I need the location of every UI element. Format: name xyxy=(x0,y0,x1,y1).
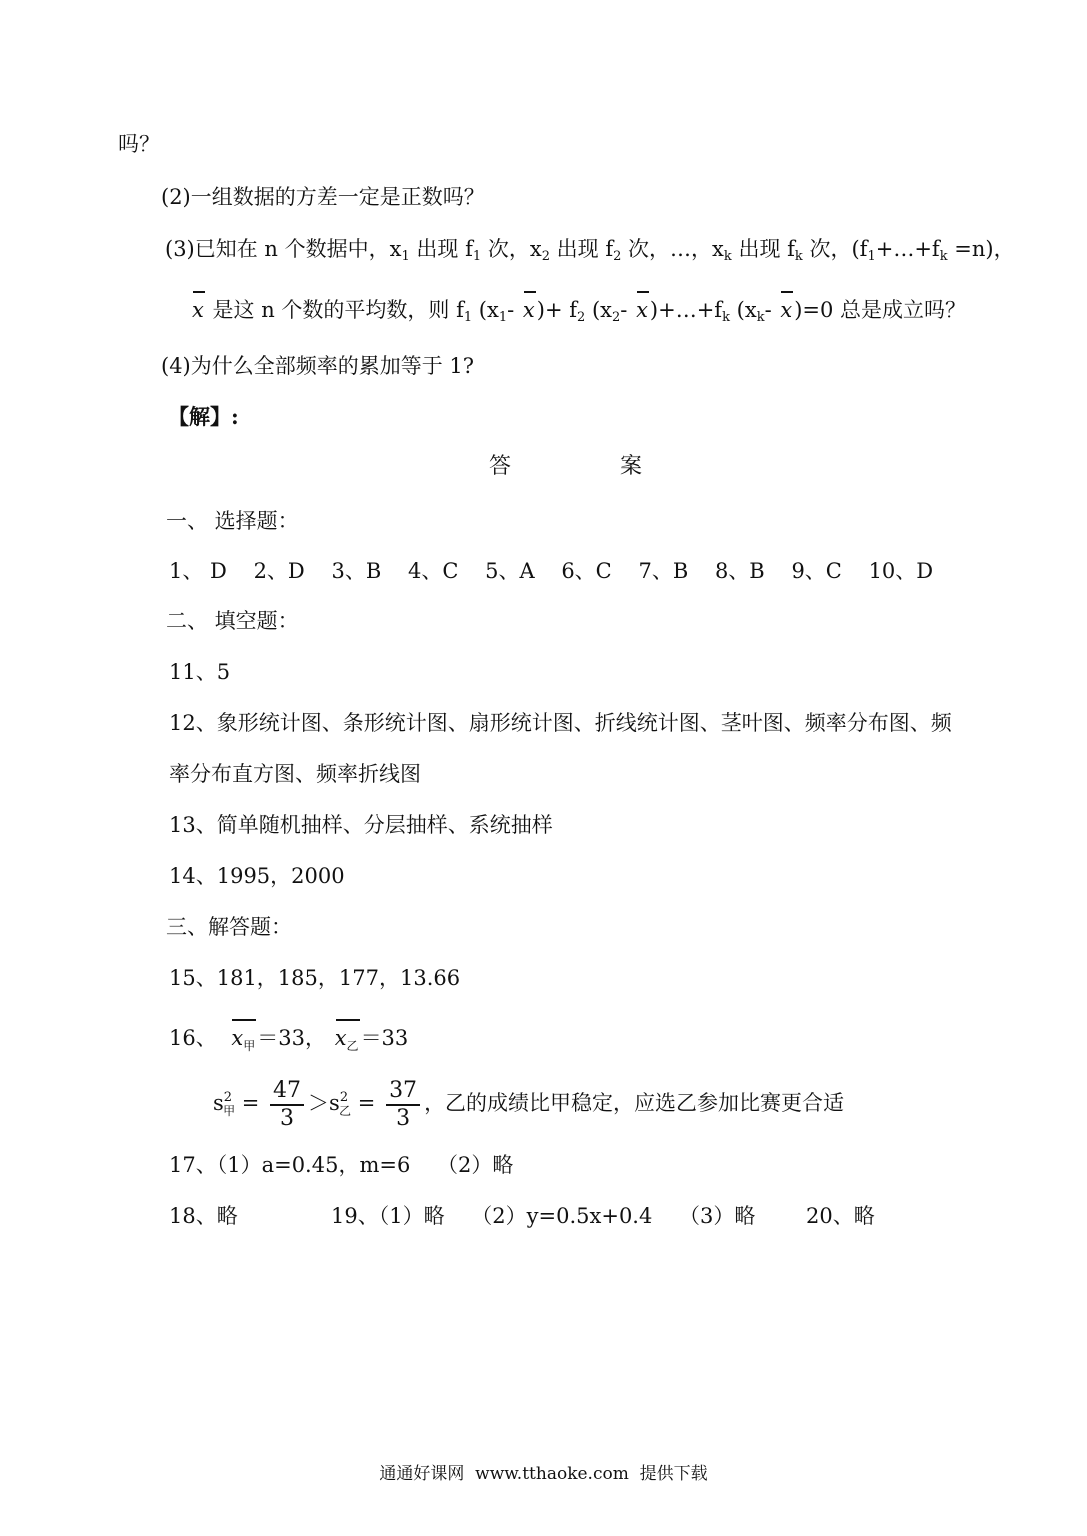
answer-16-means: 16、 $x_甲=33$， $x_乙=33$ xyxy=(169,1026,409,1053)
mean-x-bar: x xyxy=(636,298,648,322)
answer-19: 19、（1）略 （2）y=0.5x+0.4 （3）略 xyxy=(331,1204,756,1228)
question-1-tail: 吗？ xyxy=(118,132,160,156)
question-3-line-2: x 是这 n 个数的平均数，则 $f_1$ ($x_1-$ $x)+ f_2$ ($x_2-$ $x)+\dots+f_k$ ($x_k-$ x)=0 总是成立吗？ xyxy=(192,298,967,325)
answer-20: 20、略 xyxy=(806,1204,875,1228)
answer-12-line-1: 12、象形统计图、条形统计图、扇形统计图、折线统计图、茎叶图、频率分布图、频 xyxy=(169,711,952,735)
fraction-47-3: $\frac{47}{3}$ xyxy=(270,1078,304,1132)
answer-11: 11、5 xyxy=(169,660,231,684)
answers-title-left: 答 xyxy=(489,454,512,479)
answer-13: 13、简单随机抽样、分层抽样、系统抽样 xyxy=(169,813,553,837)
section-solve-heading: 三、解答题： xyxy=(166,915,292,939)
answer-17: 17、（1）a=0.45，m=6 （2）略 xyxy=(169,1153,514,1177)
answer-16-variance: $s^2_甲$ = $\frac{47}{3}$ $>s^2_乙$ = $\frac{37}{3}$ ，乙的成绩比甲稳定，应选乙参加比赛更合适 xyxy=(213,1077,845,1131)
section-fill-heading: 二、 填空题： xyxy=(166,609,299,633)
mean-x-jia: $x_甲$ xyxy=(231,1026,256,1053)
mean-x-bar: x xyxy=(780,298,793,322)
answer-12-line-2: 率分布直方图、频率折线图 xyxy=(169,762,421,786)
answer-18: 18、略 xyxy=(169,1204,238,1228)
answer-14: 14、1995，2000 xyxy=(169,864,345,888)
answer-15: 15、181，185，177，13.66 xyxy=(169,966,461,990)
solution-label: 【解】: xyxy=(168,404,239,429)
mean-x-bar: x xyxy=(192,298,204,322)
mean-x-yi: $x_乙$ xyxy=(334,1026,359,1053)
question-4: (4)为什么全部频率的累加等于 1? xyxy=(161,354,475,378)
question-3-line-1: (3)已知在 n 个数据中，$x_1$ 出现 $f_1$ 次，$x_2$ 出现 $f_2$ 次，…，$x_k$ 出现 $f_k$ 次，$(f_1+\dots+f_k =n)$， xyxy=(165,237,1015,264)
answers-title-right: 案 xyxy=(620,454,643,479)
page-footer: 通通好课网 www.tthaoke.com 提供下载 xyxy=(379,1464,708,1484)
question-2: (2)一组数据的方差一定是正数吗？ xyxy=(161,185,485,209)
choice-answers: 1、 D 2、D 3、B 4、C 5、A 6、C 7、B 8、B 9、C 10、D xyxy=(169,559,934,583)
section-choice-heading: 一、 选择题： xyxy=(166,509,299,533)
mean-x-bar: x xyxy=(522,298,535,322)
fraction-37-3: $\frac{37}{3}$ xyxy=(386,1078,420,1132)
